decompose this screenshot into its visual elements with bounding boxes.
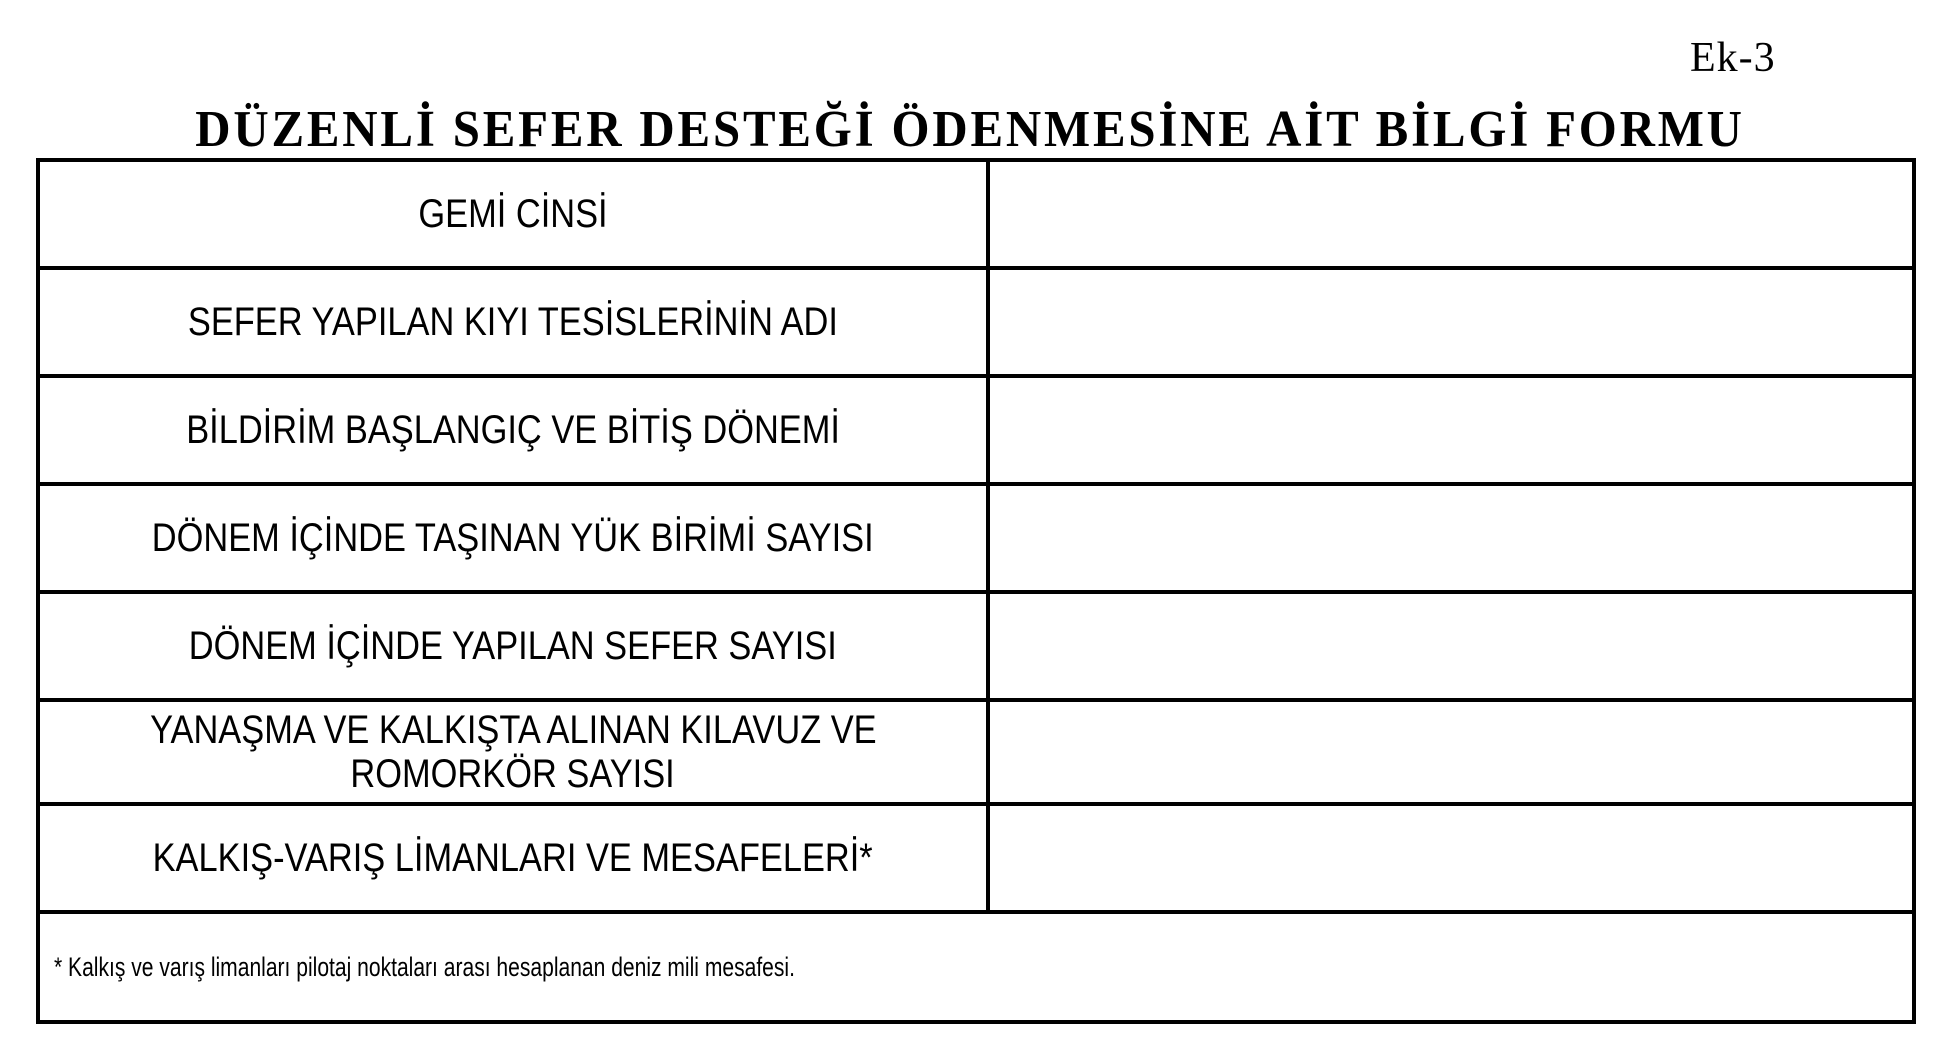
ports-distances-field[interactable]: [990, 841, 1912, 875]
annex-label: Ek-3: [1690, 35, 1776, 81]
value-cell-cargo-units[interactable]: [988, 484, 1914, 592]
form-row-ship-type: [38, 160, 1914, 268]
coastal-facilities-field[interactable]: [990, 305, 1912, 339]
form-row-notification-period: [38, 376, 1914, 484]
value-cell-ports-distances[interactable]: [988, 804, 1914, 912]
notification-period-field[interactable]: [990, 413, 1912, 447]
label-notification-period: BİLDİRİM BAŞLANGIÇ VE BİTİŞ DÖNEMİ: [38, 376, 988, 484]
form-row-cargo-units: [38, 484, 1914, 592]
form-title: DÜZENLİ SEFER DESTEĞİ ÖDENMESİNE AİT BİLGİ FORMU: [195, 101, 1745, 158]
label-cargo-units: DÖNEM İÇİNDE TAŞINAN YÜK BİRİMİ SAYISI: [38, 484, 988, 592]
label-ship-type: GEMİ CİNSİ: [38, 160, 988, 268]
label-voyage-count: DÖNEM İÇİNDE YAPILAN SEFER SAYISI: [38, 592, 988, 700]
info-form-table: [36, 158, 1916, 1024]
value-cell-notification-period[interactable]: [988, 376, 1914, 484]
form-row-coastal-facilities: [38, 268, 1914, 376]
label-pilot-tug-count: YANAŞMA VE KALKIŞTA ALINAN KILAVUZ VE ROMORKÖR SAYISI: [38, 700, 988, 804]
value-cell-ship-type[interactable]: [988, 160, 1914, 268]
ship-type-field[interactable]: [990, 197, 1912, 231]
form-row-pilot-tug-count: [38, 700, 1914, 804]
form-row-footnote: [38, 912, 1914, 1022]
form-row-voyage-count: [38, 592, 1914, 700]
label-ports-distances: KALKIŞ-VARIŞ LİMANLARI VE MESAFELERİ*: [38, 804, 988, 912]
footnote: * Kalkış ve varış limanları pilotaj noktaları arası hesaplanan deniz mili mesafesi.: [38, 912, 1914, 1022]
cargo-units-field[interactable]: [990, 521, 1912, 555]
value-cell-voyage-count[interactable]: [988, 592, 1914, 700]
label-coastal-facilities: SEFER YAPILAN KIYI TESİSLERİNİN ADI: [38, 268, 988, 376]
pilot-tug-count-field[interactable]: [990, 735, 1912, 769]
voyage-count-field[interactable]: [990, 629, 1912, 663]
form-row-ports-distances: [38, 804, 1914, 912]
value-cell-coastal-facilities[interactable]: [988, 268, 1914, 376]
value-cell-pilot-tug-count[interactable]: [988, 700, 1914, 804]
